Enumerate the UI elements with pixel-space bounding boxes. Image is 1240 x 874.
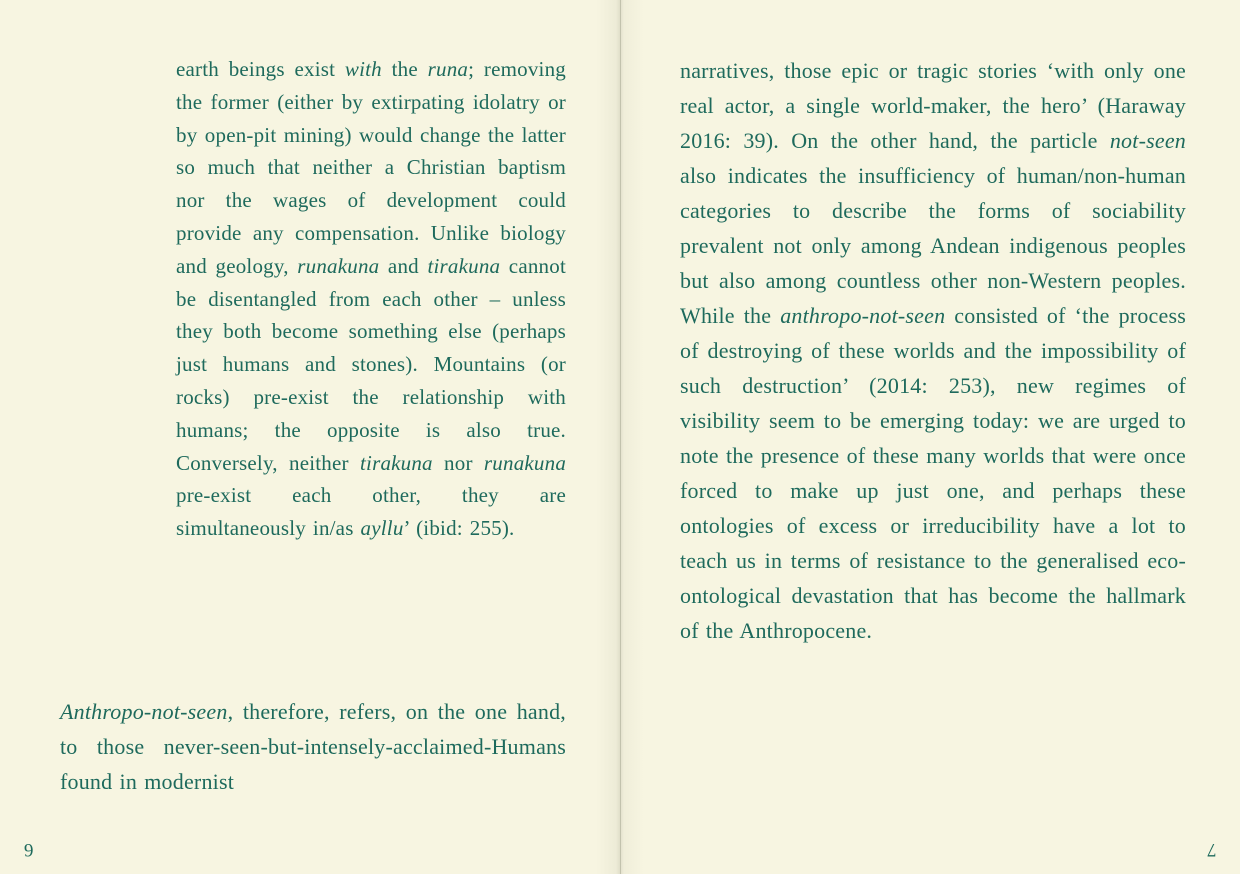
body-paragraph — [680, 53, 1186, 648]
text-run: , therefore, refers, on the one hand, to those never-seen-but-intensely-acclaimed-Humans found in modernist — [60, 699, 566, 794]
page-number: 7 — [1206, 839, 1216, 860]
text-run: also indicates the insufficiency of human/non-human categories to describe the forms of sociability prevalent not only among Andean indigenous peoples but also among countless other non-Western peoples. While the — [680, 163, 1186, 328]
text-run: earth beings exist — [176, 57, 345, 81]
text-run: consisted of ‘the process of destroying of these worlds and the impossibility of such destruction’ (2014: 253), new regimes of visibility seem to be emerging today: we are urged to note the presence of these many worlds that were once forced to make up just one, and perhaps these ontologies of excess or irreducibility have a lot to teach us in terms of resistance to the generalised eco-ontological devastation that has become the hallmark of the Anthropocene. — [680, 303, 1186, 643]
italic-run: with — [344, 57, 382, 81]
text-run: narratives, those epic or tragic stories ‘with only one real actor, a single world-maker, the hero’ (Haraway 2016: 39). On the other hand, the particle — [680, 58, 1186, 153]
text-run: cannot be disentangled from each other – unless they both become something else (perhaps just humans and stones). Mountains (or rocks) pre-exist the relationship with humans; the opposite is also true. Conversely, neither — [176, 253, 566, 475]
italic-run: runakuna — [483, 450, 567, 475]
text-run: and — [379, 253, 428, 278]
page-number: 6 — [24, 839, 34, 860]
italic-run: Anthropo-not-seen — [60, 699, 228, 724]
text-run: pre-exist each other, they are simultaneously in/as — [176, 483, 566, 541]
italic-run: not-seen — [1109, 128, 1186, 153]
text-run: ’ (ibid: 255). — [403, 516, 515, 541]
italic-run: anthropo-not-seen — [780, 303, 946, 328]
blockquote-text — [176, 53, 566, 545]
italic-run: runa — [427, 57, 469, 81]
italic-run: runakuna — [297, 253, 380, 278]
right-page — [620, 0, 1240, 874]
italic-run: ayllu — [360, 516, 404, 541]
body-paragraph — [60, 694, 566, 799]
text-run: nor — [432, 450, 484, 475]
text-run: the — [381, 57, 428, 81]
text-run: ; removing the former (either by extirpating idolatry or by open-pit mining) would change the latter so much that neither a Christian baptism nor the wages of development could provide any compensation. Unlike biology and geology, — [176, 57, 566, 278]
italic-run: tirakuna — [427, 253, 501, 278]
italic-run: tirakuna — [360, 450, 433, 475]
